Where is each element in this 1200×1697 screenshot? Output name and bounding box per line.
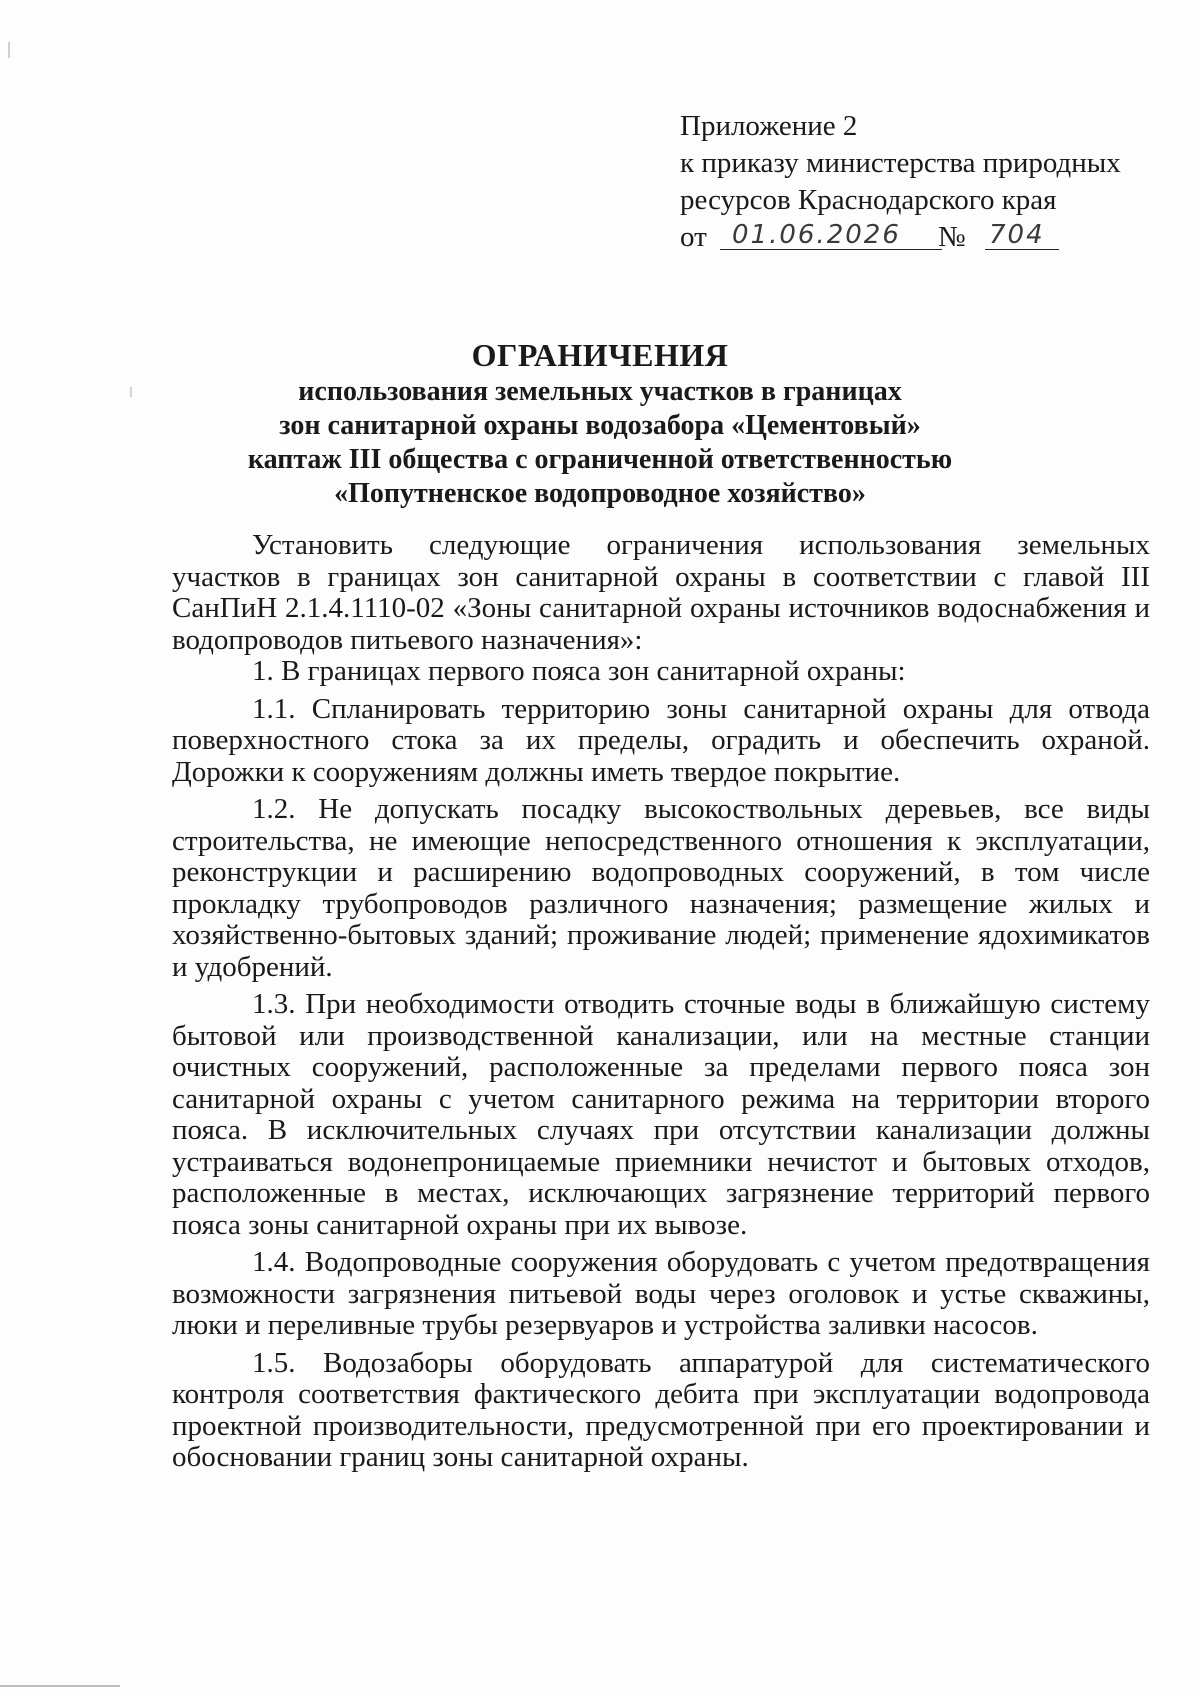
scan-edge-line [0, 1685, 120, 1687]
paragraph-1-3: 1.3. При необходимости отводить сточные воды в ближайшую систему бытовой или производственной канализации, или на местные станции очистных сооружений, расположенные за пределами первого пояса зон санитарной охраны с учетом санитарного режима на территории второго пояса. В исключительных случаях при отсутствии канализации должны устраиваться водонепроницаемые приемники нечистот и бытовых отходов, расположенные в местах, исключающих загрязнение территорий первого пояса зоны санитарной охраны при их вывозе. [172, 988, 1150, 1241]
annex-order-line: к приказу министерства природных [680, 147, 1121, 179]
handwritten-number: 704 [985, 217, 1059, 250]
document-title [150, 335, 1050, 511]
handwritten-date: 01.06.2026 [720, 217, 942, 250]
document-body [172, 530, 1150, 1474]
paragraph-1-2: 1.2. Не допускать посадку высокоствольных деревьев, все виды строительства, не имеющие непосредственного отношения к эксплуатации, реконструкции и расширению водопроводных сооружений, в том числе прокладку трубопроводов различного назначения; размещение жилых и хозяйственно-бытовых зданий; проживание людей; применение ядохимикатов и удобрений. [172, 793, 1150, 983]
annex-ministry-line: ресурсов Краснодарского края [680, 184, 1057, 216]
paragraph-1-1: 1.1. Спланировать территорию зоны санитарной охраны для отвода поверхностного стока за их пределы, оградить и обеспечить охраной. Дорожки к сооружениям должны иметь твердое покрытие. [172, 692, 1150, 788]
number-label: № [938, 221, 966, 253]
section-1-heading: 1. В границах первого пояса зон санитарной охраны: [252, 655, 906, 687]
scan-margin-mark [8, 42, 10, 58]
paragraph-1-5: 1.5. Водозаборы оборудовать аппаратурой для систематического контроля соответствия фактического дебита при эксплуатации водопровода проектной производительности, предусмотренной при его проектировании и обосновании границ зоны санитарной охраны. [172, 1346, 1150, 1473]
date-label: от [680, 221, 707, 253]
annex-number: Приложение 2 [680, 110, 858, 142]
title-line: использования земельных участков в границах [298, 376, 902, 407]
intro-paragraph: Установить следующие ограничения использования земельных участков в границах зон санитарной охраны в соответствии с главой III СанПиН 2.1.4.1110-02 «Зоны санитарной охраны источников водоснабжения и водопроводов питьевого назначения»: [172, 529, 1150, 656]
title-line: каптаж III общества с ограниченной ответственностью [247, 444, 953, 475]
title-line: «Попутненское водопроводное хозяйство» [334, 478, 866, 509]
title-heading: ОГРАНИЧЕНИЯ [471, 337, 729, 373]
annex-date-line [680, 219, 1150, 256]
scan-margin-mark [130, 387, 132, 397]
paragraph-1-4: 1.4. Водопроводные сооружения оборудовать с учетом предотвращения возможности загрязнения питьевой воды через оголовок и устье скважины, люки и переливные трубы резервуаров и устройства заливки насосов. [172, 1246, 1150, 1341]
annex-reference [680, 108, 1150, 256]
title-line: зон санитарной охраны водозабора «Цементовый» [279, 410, 921, 441]
